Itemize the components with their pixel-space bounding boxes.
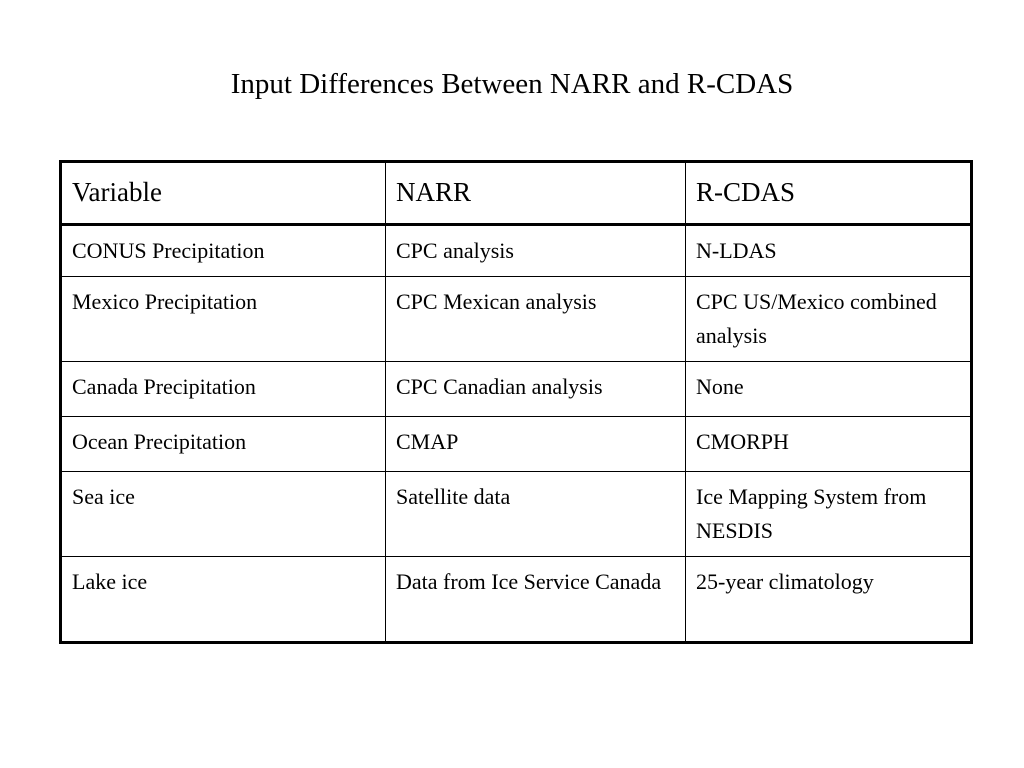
table-cell: Lake ice (61, 557, 386, 643)
table-cell: Sea ice (61, 472, 386, 557)
table-row (61, 225, 972, 277)
table-cell: CPC Canadian analysis (386, 362, 686, 417)
table-cell: Satellite data (386, 472, 686, 557)
table-cell: Canada Precipitation (61, 362, 386, 417)
table-row (61, 277, 972, 362)
table-cell: CPC Mexican analysis (386, 277, 686, 362)
table-cell: CPC US/Mexico combined analysis (686, 277, 972, 362)
header-variable: Variable (61, 162, 386, 225)
table-cell: None (686, 362, 972, 417)
comparison-table (59, 160, 973, 644)
table-cell: CONUS Precipitation (61, 225, 386, 277)
header-row (61, 162, 972, 225)
table-row (61, 472, 972, 557)
table-row (61, 417, 972, 472)
table-cell: CMORPH (686, 417, 972, 472)
table-cell: Data from Ice Service Canada (386, 557, 686, 643)
header-rcdas: R-CDAS (686, 162, 972, 225)
slide-title: Input Differences Between NARR and R-CDAS (230, 68, 794, 100)
table-cell: CPC analysis (386, 225, 686, 277)
header-narr: NARR (386, 162, 686, 225)
table-cell: CMAP (386, 417, 686, 472)
table-cell: 25-year climatology (686, 557, 972, 643)
table-cell: Mexico Precipitation (61, 277, 386, 362)
table-cell: Ice Mapping System from NESDIS (686, 472, 972, 557)
table-row (61, 362, 972, 417)
table-cell: N-LDAS (686, 225, 972, 277)
table-row (61, 557, 972, 643)
table-cell: Ocean Precipitation (61, 417, 386, 472)
